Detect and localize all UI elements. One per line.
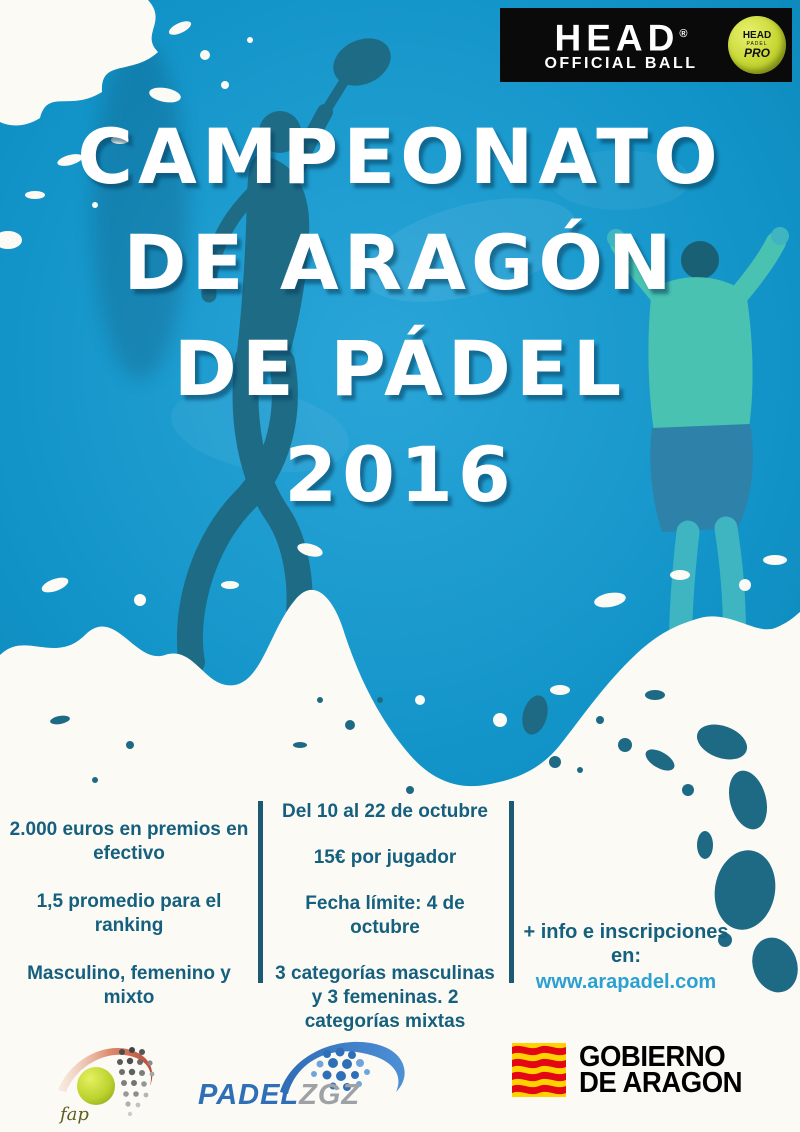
aragon-flag-icon — [512, 1043, 566, 1097]
column-divider-left — [258, 801, 263, 983]
ball-text-padel: PADEL — [746, 41, 768, 47]
fap-logo — [52, 1030, 172, 1126]
info-column-center — [268, 800, 502, 1056]
info-item-deadline: Fecha límite: 4 de octubre — [305, 893, 465, 938]
info-item-category-count: 3 categorías masculinas y 3 femeninas. 2 categorías mixtas — [275, 963, 495, 1032]
head-official-ball-logo — [500, 8, 792, 82]
title-line-1: CAMPEONATO — [77, 112, 723, 201]
website-url: www.arapadel.com — [535, 971, 717, 993]
title-line-3: DE PÁDEL — [173, 324, 627, 413]
fap-ball-icon — [77, 1067, 115, 1105]
head-subtitle: OFFICIAL BALL — [544, 55, 698, 73]
zgz-word-zgz: ZGZ — [299, 1079, 361, 1111]
fap-logo-text: fap — [60, 1104, 89, 1125]
title-line-4: 2016 — [284, 430, 516, 519]
column-divider-right — [509, 801, 514, 983]
gobierno-de-aragon-logo — [512, 1040, 792, 1100]
info-contact-label: + info e inscripciones en: — [523, 921, 729, 967]
gobierno-line-1: GOBIERNO — [579, 1041, 726, 1073]
gobierno-line-2: DE ARAGON — [579, 1067, 743, 1099]
gobierno-wordmark — [579, 1041, 743, 1099]
info-item-dates: Del 10 al 22 de octubre — [282, 801, 488, 822]
registered-mark: ® — [679, 27, 688, 40]
head-padel-pro-ball-icon — [728, 16, 786, 74]
ball-text-head: HEAD — [742, 30, 772, 41]
info-item-price: 15€ por jugador — [313, 847, 457, 868]
info-item-prize: 2.000 euros en premios en efectivo — [9, 819, 249, 864]
info-column-right — [515, 920, 737, 994]
info-item-ranking: 1,5 promedio para el ranking — [36, 891, 222, 936]
zgz-word-padel: PADEL — [198, 1079, 300, 1111]
padel-zgz-logo — [198, 1030, 408, 1114]
info-item-categories: Masculino, femenino y mixto — [27, 963, 231, 1008]
head-brand — [514, 17, 728, 59]
head-logo-text — [514, 17, 728, 73]
head-brand-word: HEAD — [554, 17, 680, 59]
poster-title — [0, 104, 800, 528]
ball-text-pro: PRO — [743, 46, 770, 60]
title-line-2: DE ARAGÓN — [123, 218, 677, 307]
zgz-wordmark — [198, 1079, 360, 1112]
info-column-left — [8, 818, 250, 1034]
